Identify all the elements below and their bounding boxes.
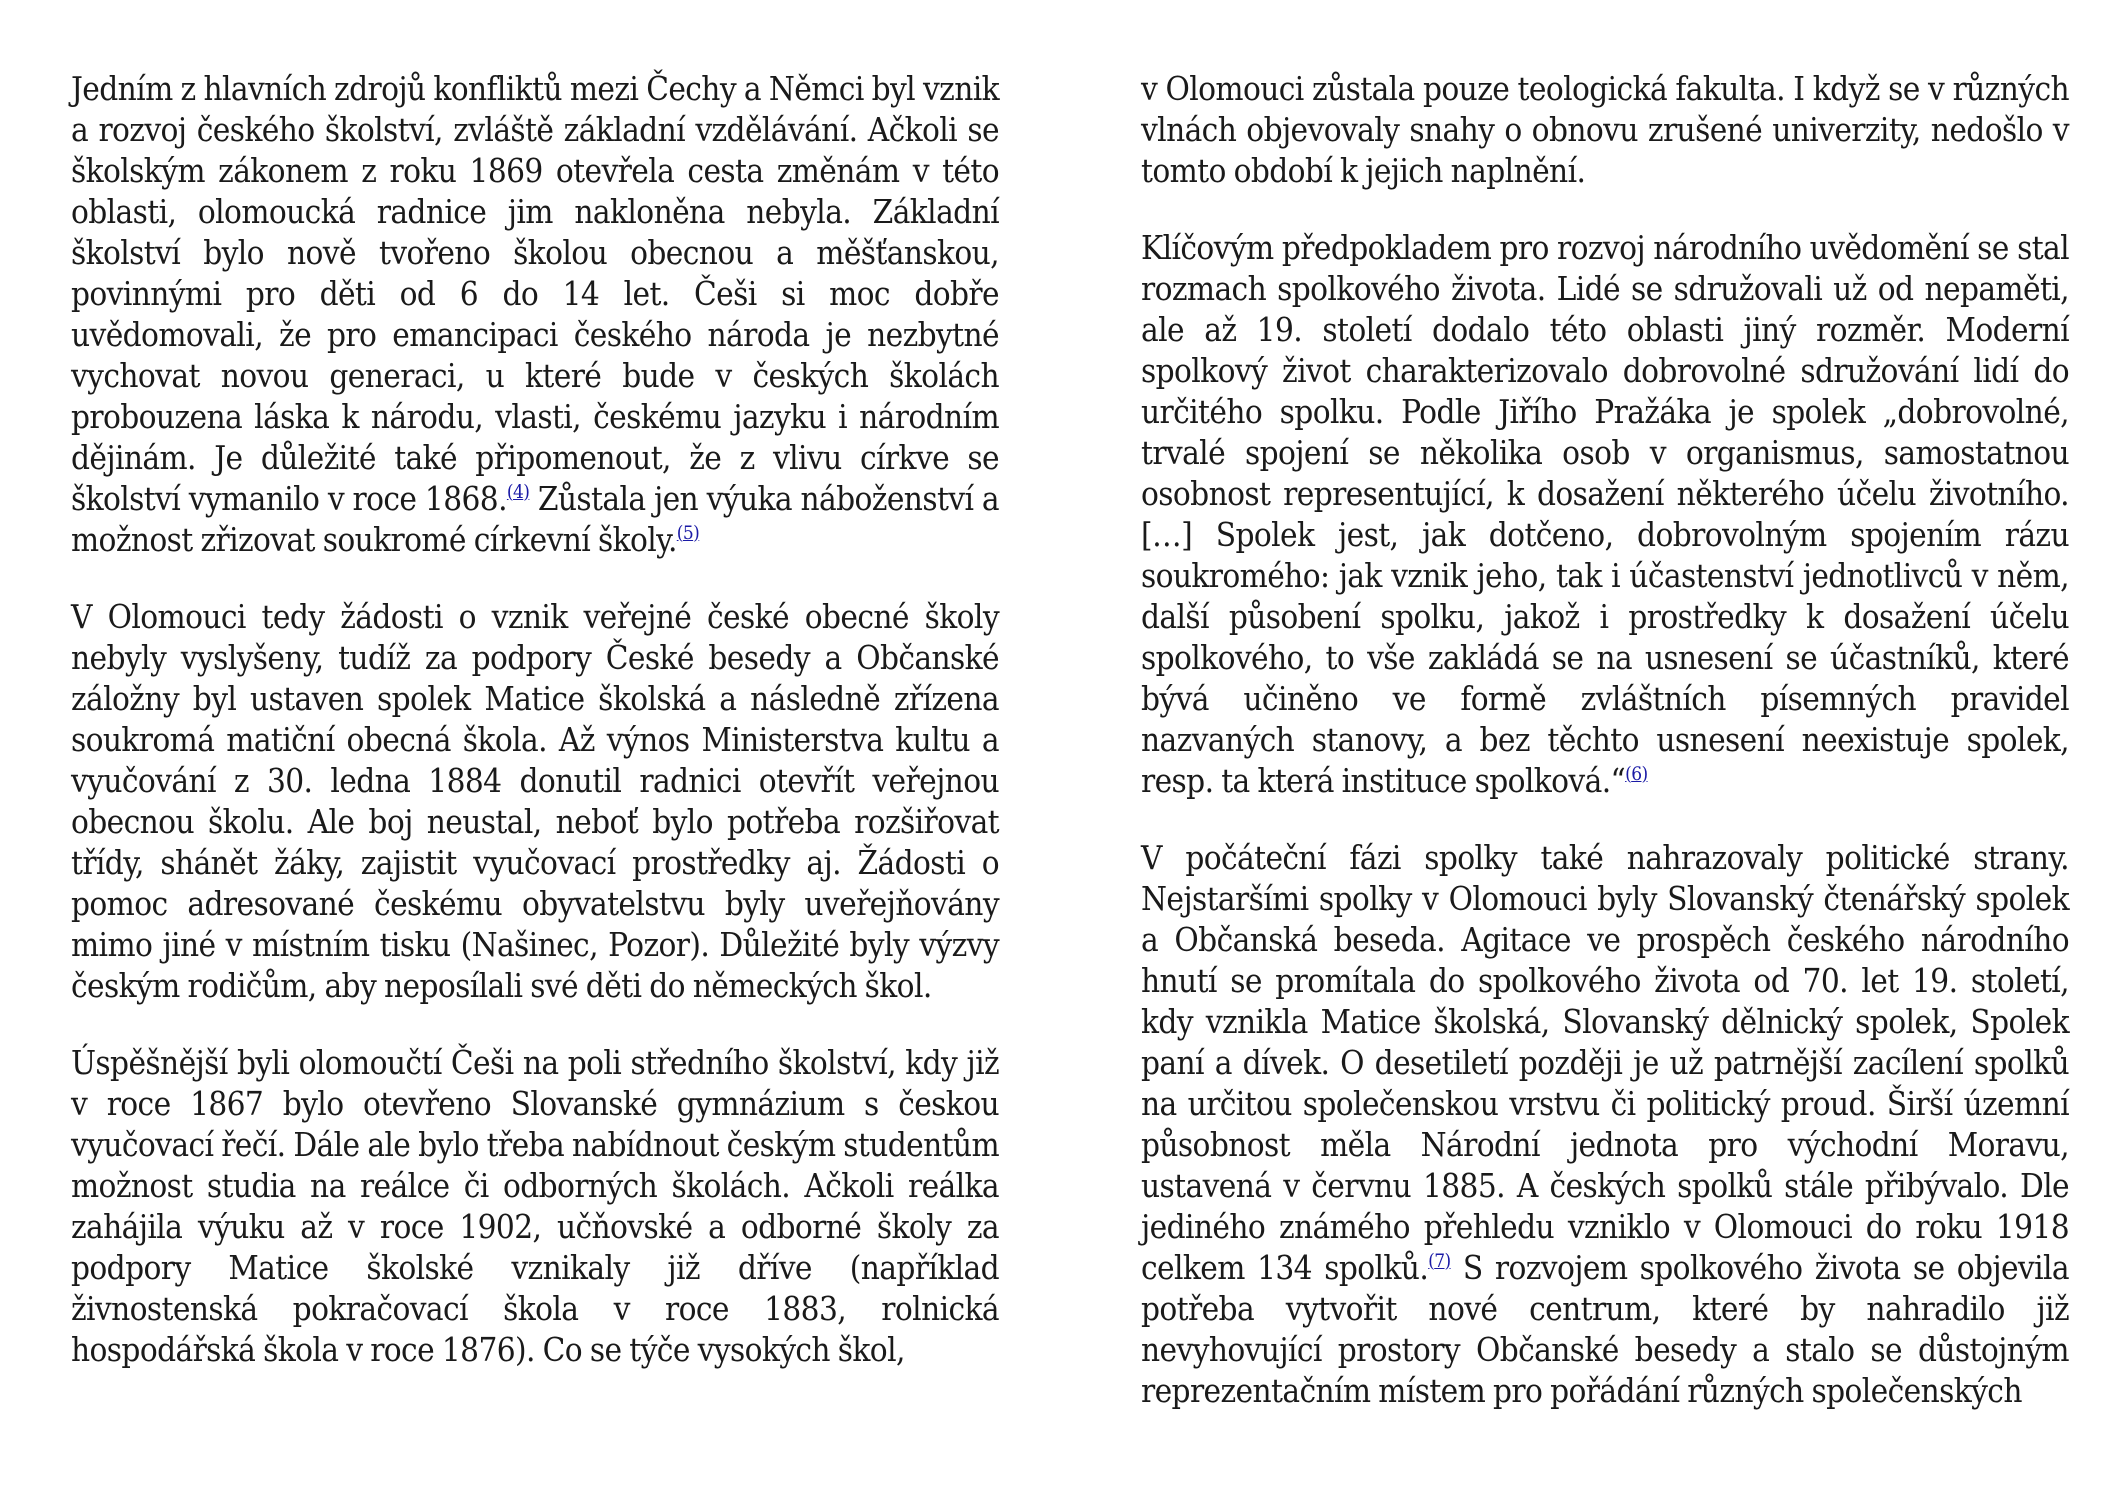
left-column: [71, 68, 999, 1406]
footnote-link-7[interactable]: ( $^7$ ): [1428, 1250, 1450, 1272]
paragraph-text: V počáteční fázi spolky také nahrazovaly politické strany. Nejstaršími spolky v Olomouci byly Slovanský čtenářský spolek a Občanská beseda. Agitace ve prospěch českého národního hnutí se promítala do spolkového života od 70. let 19. století, kdy vznikla Matice školská, Slovanský dělnický spolek, Spolek paní a dívek. O desetiletí později je už patrnější zacílení spolků na určitou společenskou vrstvu či politický proud. Širší územní působnost měla Národní jednota pro východní Moravu, ustavená v červnu 1885. A českých spolků stále přibývalo. Dle jediného známého přehledu vzniklo v Olomouci do roku 1918 celkem 134 spolků.: [1141, 838, 2069, 1287]
paragraph-text: Klíčovým předpokladem pro rozvoj národního uvědomění se stal rozmach spolkového života. Lidé se sdružovali už od nepaměti, ale až 19. století dodalo této oblasti jiný rozměr. Moderní spolkový život charakterizovalo dobrovolné sdružování lidí do určitého spolku. Podle Jiřího Pražáka je spolek „dobrovolné, trvalé spojení se několika osob v organismus, samostatnou osobnost representující, k dosažení některého účelu životního.[…] Spolek jest, jak dotčeno, dobrovolným spojením rázu soukromého: jak vznik jeho, tak i účastenství jednotlivců v něm, další působení spolku, jakož i prostředky k dosažení účelu spolkového, to vše zakládá se na usnesení se účastníků, které bývá učiněno ve formě zvláštních písemných pravidel nazvaných stanovy, a bez těchto usnesení neexistuje spolek, resp. ta která instituce spolková.“: [1141, 228, 2069, 800]
paragraph-university: v Olomouci zůstala pouze teologická fakulta. I když se v různých vlnách objevovaly snahy o obnovu zrušené univerzity, nedošlo v tomto období k jejich naplnění.: [1141, 69, 2069, 190]
footnote-link-4[interactable]: ( $^4$ ): [507, 481, 529, 503]
footnote-link-5[interactable]: ( $^5$ ): [677, 522, 699, 544]
paragraph-text: Zůstala jen výuka náboženství a možnost zřizovat soukromé církevní školy.: [71, 479, 999, 559]
footnote-link-6[interactable]: ( $^6$ ): [1625, 763, 1647, 785]
paragraph-text: S rozvojem spolkového života se objevila potřeba vytvořit nové centrum, které by nahradilo již nevyhovující prostory Občanské besedy a stalo se důstojným reprezentačním místem pro pořádání různých společenských: [1141, 1248, 2069, 1410]
paragraph-political-parties: [1141, 837, 2069, 1411]
paragraph-text: Jedním z hlavních zdrojů konfliktů mezi Čechy a Němci byl vznik a rozvoj českého školství, zvláště základní vzdělávání. Ačkoli se školským zákonem z roku 1869 otevřela cesta změnám v této oblasti, olomoucká radnice jim nakloněna nebyla. Základní školství bylo nově tvořeno školou obecnou a měšťanskou, povinnými pro děti od 6 do 14 let. Češi si moc dobře uvědomovali, že pro emancipaci českého národa je nezbytné vychovat novou generaci, u které bude v českých školách probouzena láska k národu, vlasti, českému jazyku i národním dějinám. Je důležité také připomenout, že z vlivu církve se školství vymanilo v roce 1868.: [71, 69, 999, 518]
paragraph-school-conflict: [71, 68, 999, 560]
right-column: [1141, 68, 2069, 1447]
paragraph-associations: [1141, 227, 2069, 801]
paragraph-matice-skolska: V Olomouci tedy žádosti o vznik veřejné české obecné školy nebyly vyslyšeny, tudíž za podpory České besedy a Občanské záložny byl ustaven spolek Matice školská a následně zřízena soukromá matiční obecná škola. Až výnos Ministerstva kultu a vyučování z 30. ledna 1884 donutil radnici otevřít veřejnou obecnou školu. Ale boj neustal, neboť bylo potřeba rozšiřovat třídy, shánět žáky, zajistit vyučovací prostředky aj. Žádosti o pomoc adresované českému obyvatelstvu byly uveřejňovány mimo jiné v místním tisku (Našinec, Pozor). Důležité byly výzvy českým rodičům, aby neposílali své děti do německých škol.: [71, 597, 999, 1005]
paragraph-secondary-schools: Úspěšnější byli olomoučtí Češi na poli středního školství, kdy již v roce 1867 bylo otevřeno Slovanské gymnázium s českou vyučovací řečí. Dále ale bylo třeba nabídnout českým studentům možnost studia na reálce či odborných školách. Ačkoli reálka zahájila výuku až v roce 1902, učňovské a odborné školy za podpory Matice školské vznikaly již dříve (například živnostenská pokračovací škola v roce 1883, rolnická hospodářská škola v roce 1876). Co se týče vysokých škol,: [71, 1043, 999, 1369]
